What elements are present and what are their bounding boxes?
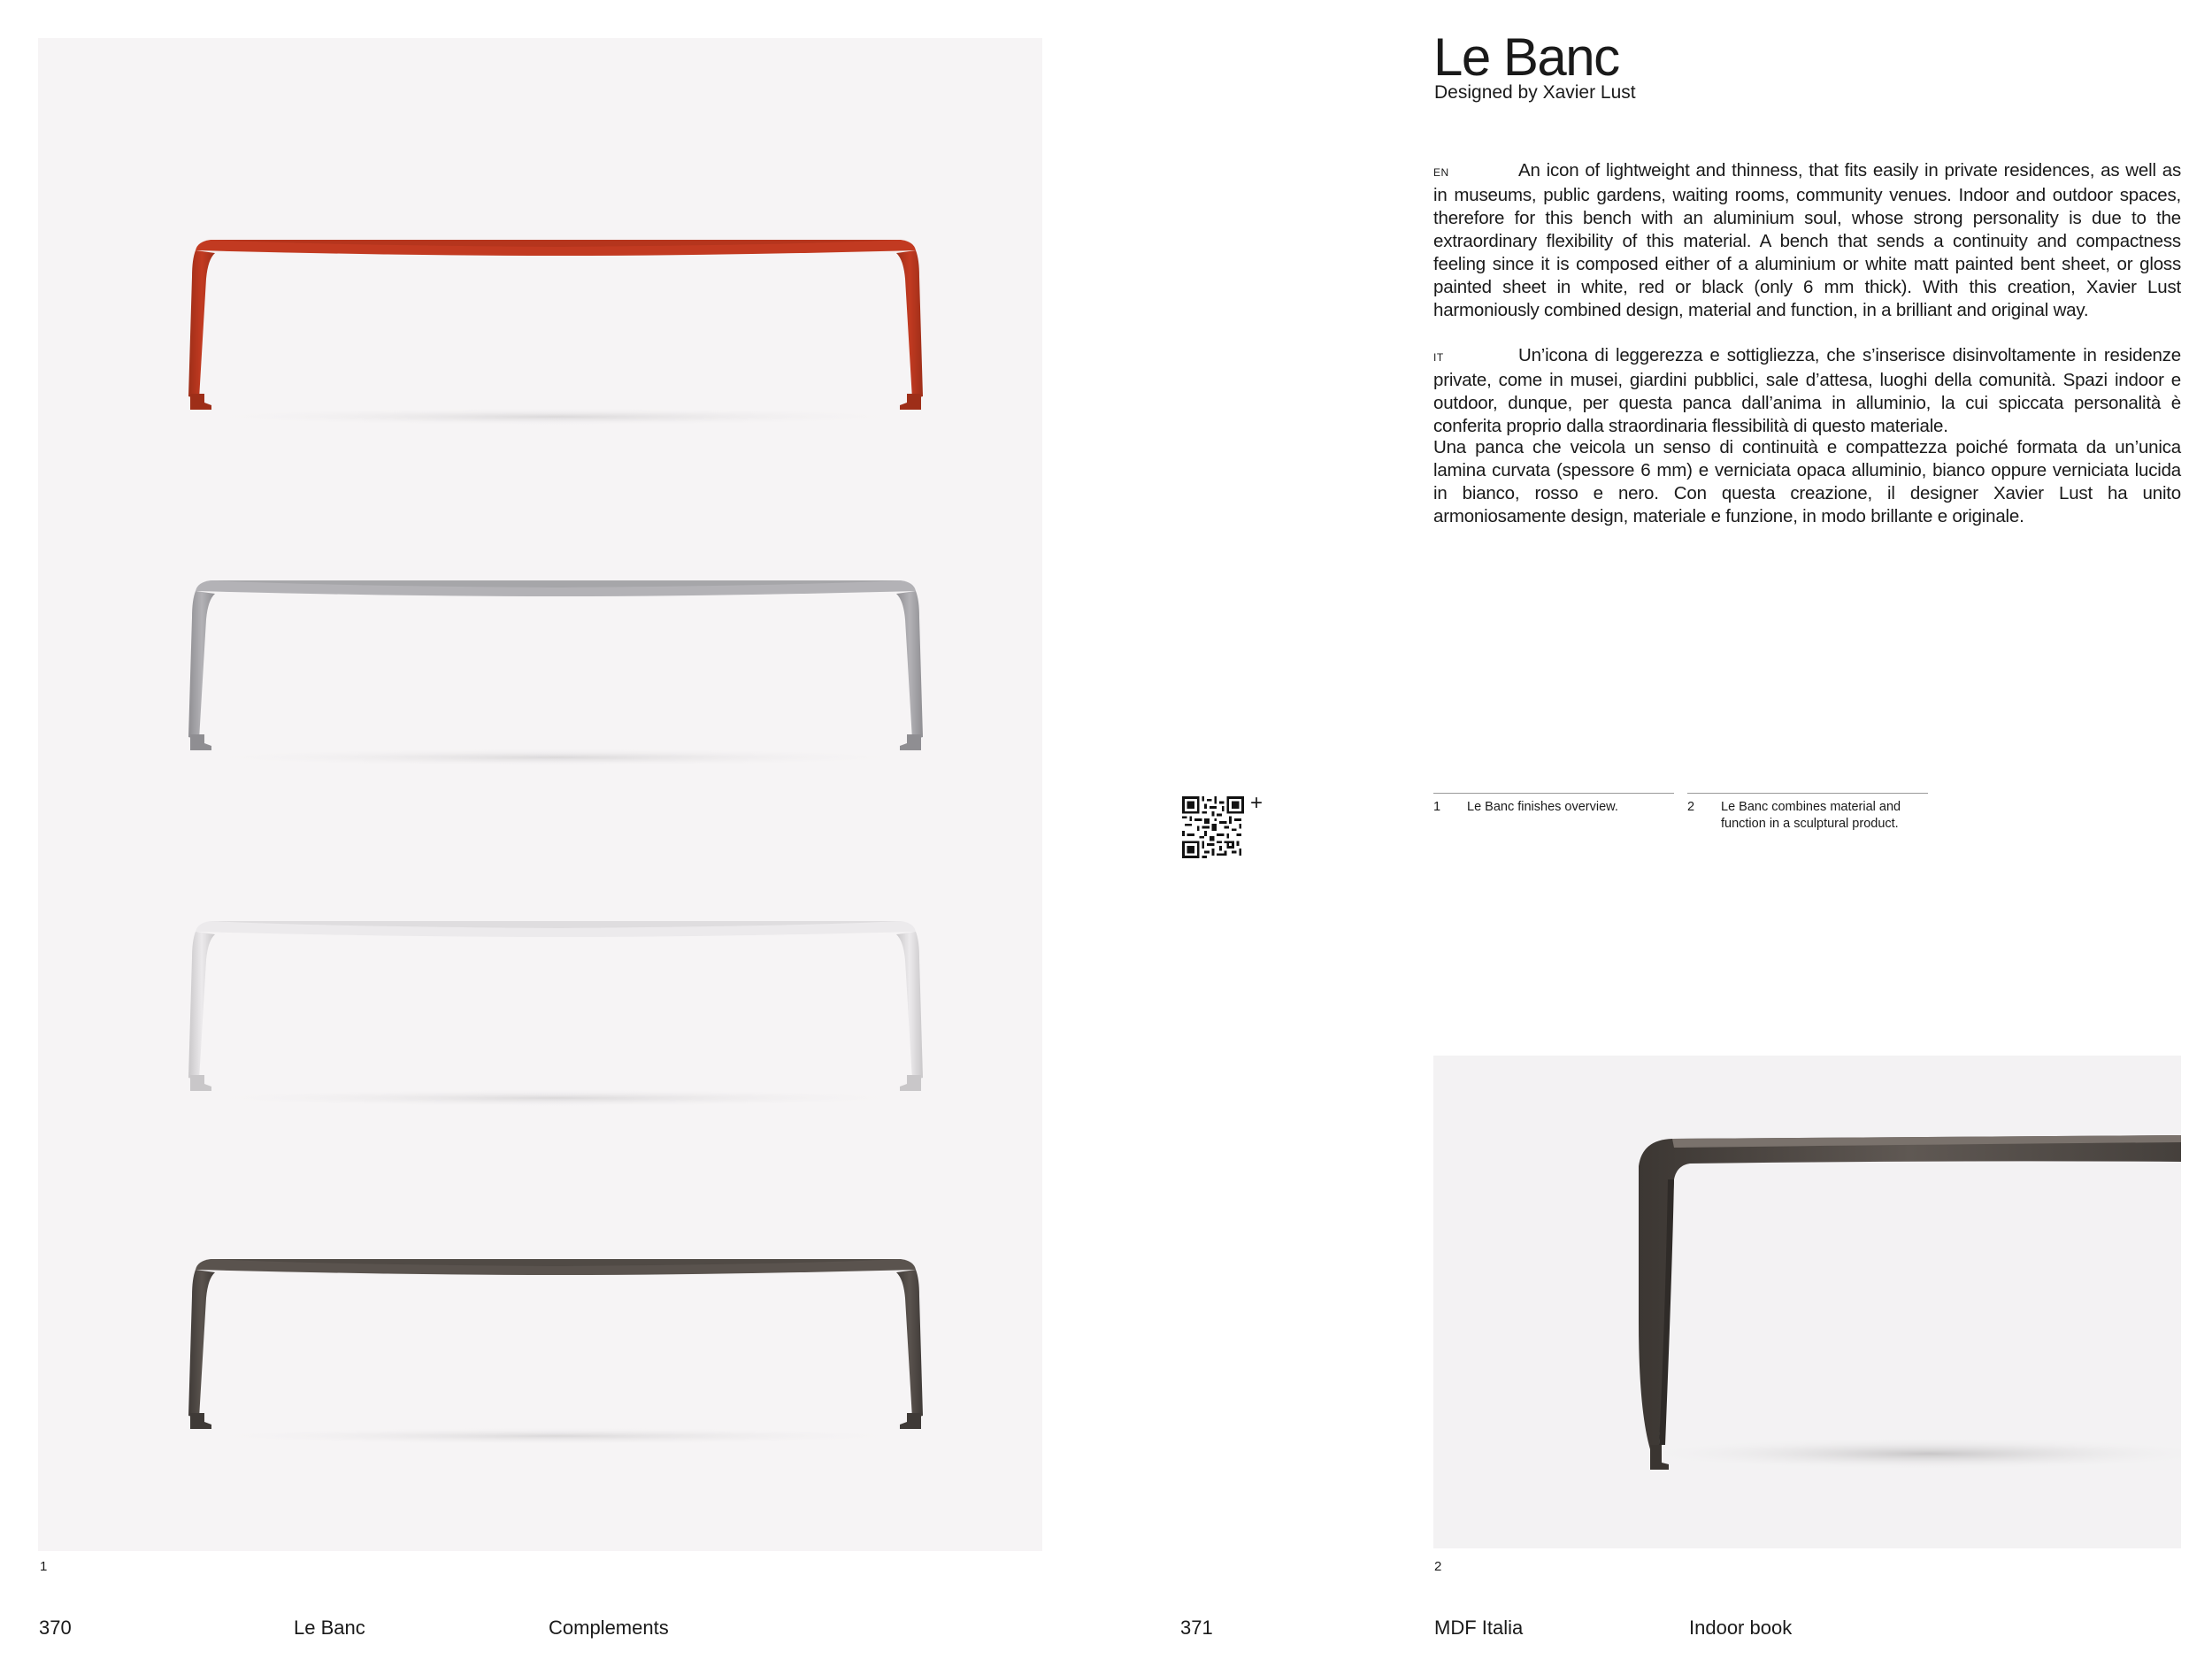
caption-number: 2: [1687, 800, 1695, 814]
caption-text: Le Banc combines material and function in a sculptural product.: [1721, 800, 1901, 831]
bench-finishes-photo: [38, 38, 1042, 1551]
language-tag-it: IT: [1433, 351, 1444, 364]
plus-icon: +: [1250, 791, 1263, 815]
bench-detail-photo: [1433, 1056, 2181, 1548]
bench-image-aluminium: [180, 565, 932, 768]
bench-image-bronze: [180, 1243, 932, 1447]
english-description: [1433, 159, 2181, 322]
page-title: Le Banc: [1433, 27, 1619, 87]
italian-description-continued: Una panca che veicola un senso di continuità e compattezza poiché formata da un’unica lamina curvata (spessore 6 mm) e verniciata opaca alluminio, bianco oppure verniciata lucida in bianco, rosso e nero. Con questa creazione, il designer Xavier Lust ha unito armoniosamente design, materiale e funzione, in modo brillante e originale.: [1433, 437, 2181, 526]
bench-image-white: [180, 905, 932, 1109]
caption-1: [1433, 793, 1674, 816]
qr-code-icon[interactable]: [1182, 796, 1244, 858]
designer-credit: Designed by Xavier Lust: [1434, 82, 1636, 103]
right-page-number: 371: [1180, 1617, 1213, 1639]
bench-detail-image: [1433, 1056, 2181, 1548]
footer-brand-name: MDF Italia: [1434, 1617, 1524, 1639]
italian-description: [1433, 344, 2181, 438]
caption-2: [1687, 793, 1928, 833]
footer-section-name: Complements: [549, 1617, 669, 1639]
right-figure-number: 2: [1434, 1559, 1442, 1574]
language-tag-en: EN: [1433, 166, 1449, 179]
footer-book-name: Indoor book: [1689, 1617, 1793, 1639]
italian-text: Un’icona di leggerezza e sottigliezza, che s’inserisce disinvoltamente in residenze private, come in musei, giardini pubblici, sale d’attesa, luoghi della comunità. Spazi indoor e outdoor, dunque, per questa panca dall’anima in alluminio, la cui spiccata personalità è conferita proprio dalla straordinaria flessibilità di questo materiale.: [1433, 345, 2181, 436]
bench-image-red: [180, 224, 932, 427]
left-page-number: 370: [39, 1617, 72, 1639]
caption-number: 1: [1433, 800, 1441, 814]
footer-product-name: Le Banc: [294, 1617, 365, 1639]
english-text: An icon of lightweight and thinness, that fits easily in private residences, as well as in museums, public gardens, waiting rooms, community venues. Indoor and outdoor spaces, therefore for this bench with an aluminium soul, whose strong personality is due to the extraordinary flexibility of this material. A bench that sends a continuity and compactness feeling since it is composed either of a aluminium or white matt painted bent sheet, or gloss painted sheet in white, red or black (only 6 mm thick). With this creation, Xavier Lust harmoniously combined design, material and function, in a brilliant and original way.: [1433, 160, 2181, 320]
left-figure-number: 1: [40, 1559, 48, 1574]
caption-text: Le Banc finishes overview.: [1467, 800, 1618, 814]
